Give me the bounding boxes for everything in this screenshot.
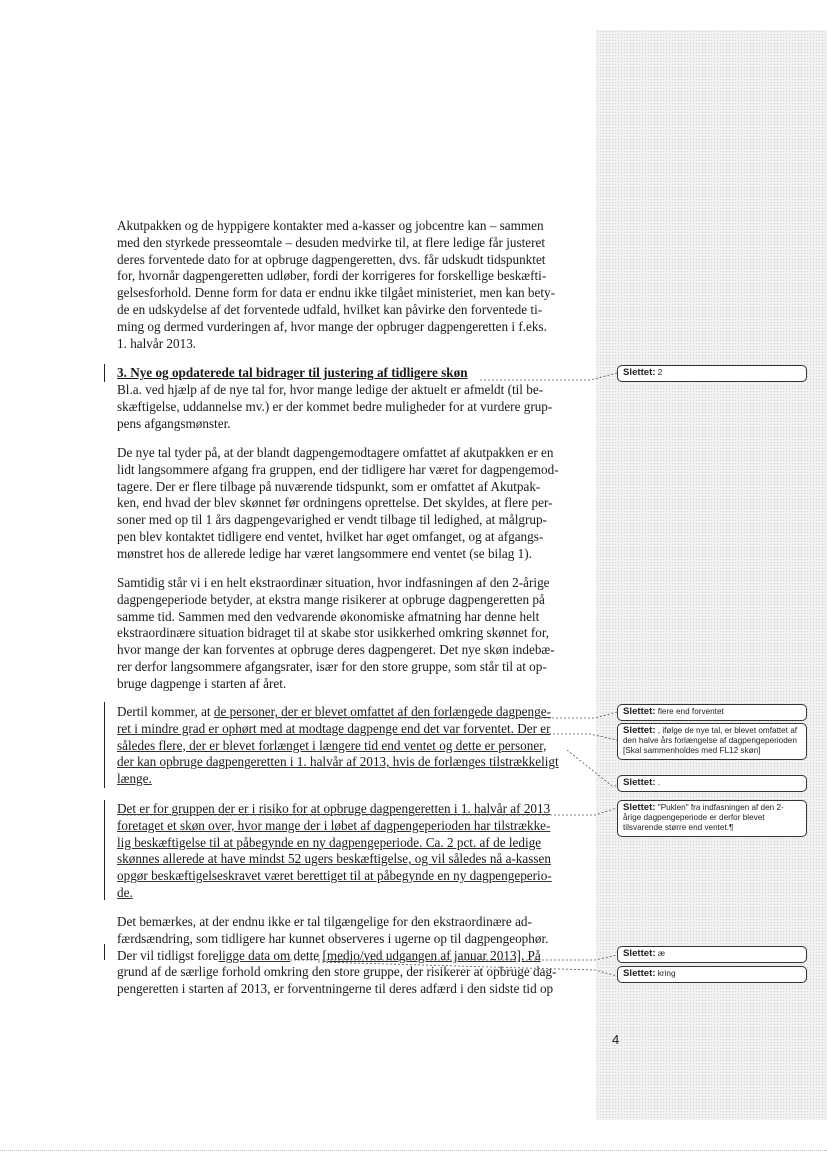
comment-balloon[interactable] <box>617 723 807 760</box>
paragraph-nye-tal: Bl.a. ved hjælp af de nye tal for, hvor mange ledige der aktuelt er afmeldt (til be- skæftigelse, uddannelse mv.) er der kommet bedre muligheder for at vurdere grup- pens afgangsmønster. <box>117 382 553 431</box>
comment-balloon[interactable] <box>617 800 807 837</box>
plain-text: dette <box>290 947 323 963</box>
comment-label: Slettet: <box>623 968 656 979</box>
comment-label: Slettet: <box>623 725 656 736</box>
comment-balloon[interactable] <box>617 966 807 983</box>
comment-text: æ <box>655 949 666 958</box>
inserted-text: ligge data om <box>218 947 291 963</box>
inserted-text: Det er for gruppen der er i risiko for at opbruge dagpengeretten i 1. halvår af 2013 foretaget et skøn over, hvor mange der i løbet af dagpengeperioden har tilstrække- lig beskæftigelse til at påbegynde en ny dagpengeperiode. Ca. 2 pct. af de ledige skønnes allerede at have mindst 52 ugers beskæftigelse, og vil således nå a-kassen opgør beskæftigelseskravet været berettiget til at påbegynde en ny dagpengeperio- de. <box>117 801 552 900</box>
comment-text: , ifølge de nye tal, er blevet omfattet af den halve års forlængelse af dagpengeperioden [Skal sammenholdes med FL12 skøn] <box>623 726 798 755</box>
paragraph-akutpakken: Akutpakken og de hyppigere kontakter med a-kasser og jobcentre kan – sammen med den styrkede presseomtale – desuden medvirke til, at flere ledige får justeret deres forventede dato for at opbruge dagpengeretten, dvs. får udskudt tidspunktet for, hvornår dagpengeretten udløber, fordi der korrigeres for forskellige beskæfti- gelsesforhold. Denne form for data er endnu ikke tilgået ministeriet, men kan bety- de en udskydelse af det forventede udfald, hvilket kan påvirke den forventede ti- ming og dermed vurderingen af, hvor mange der opbruger dagpengeretten i f.eks. 1. halvår 2013. <box>117 218 555 351</box>
inserted-text: [medio/ved udgangen af januar 2013]. På <box>322 947 541 963</box>
paragraph-ekstraordinaer: Samtidig står vi i en helt ekstraordinær situation, hvor indfasningen af den 2-årige dagpengeperiode betyder, at ekstra mange risikerer at opbruge dagpengeretten på samme tid. Sammen med den vedvarende økonomiske afmatning har denne helt ekstraordinære situation bidraget til at skabe stor usikkerhed omkring skønnet for, hvor mange der kan forventes at opbruge deres dagpengeret. Det nye skøn indebæ- rer derfor langsommere afgangsrater, især for den store gruppe, som står til at op- bruge dagpenge i starten af året. <box>117 575 555 691</box>
comment-balloon[interactable] <box>617 365 807 382</box>
page-number: 4 <box>612 1032 620 1047</box>
comment-label: Slettet: <box>623 777 656 788</box>
comment-label: Slettet: <box>623 367 656 378</box>
paragraph-afgang: De nye tal tyder på, at der blandt dagpengemodtagere omfattet af akutpakken er en lidt langsommere afgang fra gruppen, end der tidligere har været for dagpengemod- tagere. Der er flere tilbage på nuværende tidspunkt, som er omfattet af Akutpak- ken, end hvad der blev skønnet før ordningens oprettelse. Det skyldes, at flere per- soner med op til 1 års dagpengevarighed er vendt tilbage til ledighed, at målgrup- pen blev kontaktet tidligere end ventet, hvilket har øget omfanget, og at afgangs- mønstret hos de allerede ledige har været langsommere end ventet (se bilag 1). <box>117 445 559 561</box>
comment-text: 2 <box>655 368 663 377</box>
comment-text: kring <box>655 969 676 978</box>
comment-label: Slettet: <box>623 706 656 717</box>
comment-text: flere end forventet <box>655 707 724 716</box>
comment-label: Slettet: <box>623 948 656 959</box>
comment-text: . <box>655 778 661 787</box>
comment-balloon[interactable] <box>617 946 807 963</box>
comment-balloon[interactable] <box>617 775 807 792</box>
comment-label: Slettet: <box>623 802 656 813</box>
inserted-text: de personer, der er blevet omfattet af den forlængede dagpenge- ret i mindre grad er ophørt med at modtage dagpenge end det var forventet. Der er således flere, der er blevet forlænget i længere tid end ventet og dette er personer, der kan opbruge dagpengeretten i 1. halvår af 2013, hvis de forlænges tilstrækkeligt længe. <box>117 704 559 787</box>
plain-text: Det bemærkes, at der endnu ikke er tal tilgængelige for den ekstraordinære ad- færdsændring, som tidligere har kunnet observeres i ugerne op til dagpengeophør. Der vil tidligst fore <box>117 914 549 963</box>
section-heading: 3. Nye og opdaterede tal bidrager til justering af tidligere skøn <box>117 365 468 380</box>
plain-text: Dertil kommer, at <box>117 704 214 719</box>
comment-balloon[interactable] <box>617 704 807 721</box>
comment-text: "Puklen" fra indfasningen af den 2-årige dagpengeperiode er derfor blevet tilsvarende større end ventet.¶ <box>623 803 784 832</box>
plain-text: grund af de særlige forhold omkring den store gruppe, der risikerer at opbruge dag- pengeretten i starten af 2013, er forventningerne til deres adfærd i den sidste tid op <box>117 964 557 997</box>
